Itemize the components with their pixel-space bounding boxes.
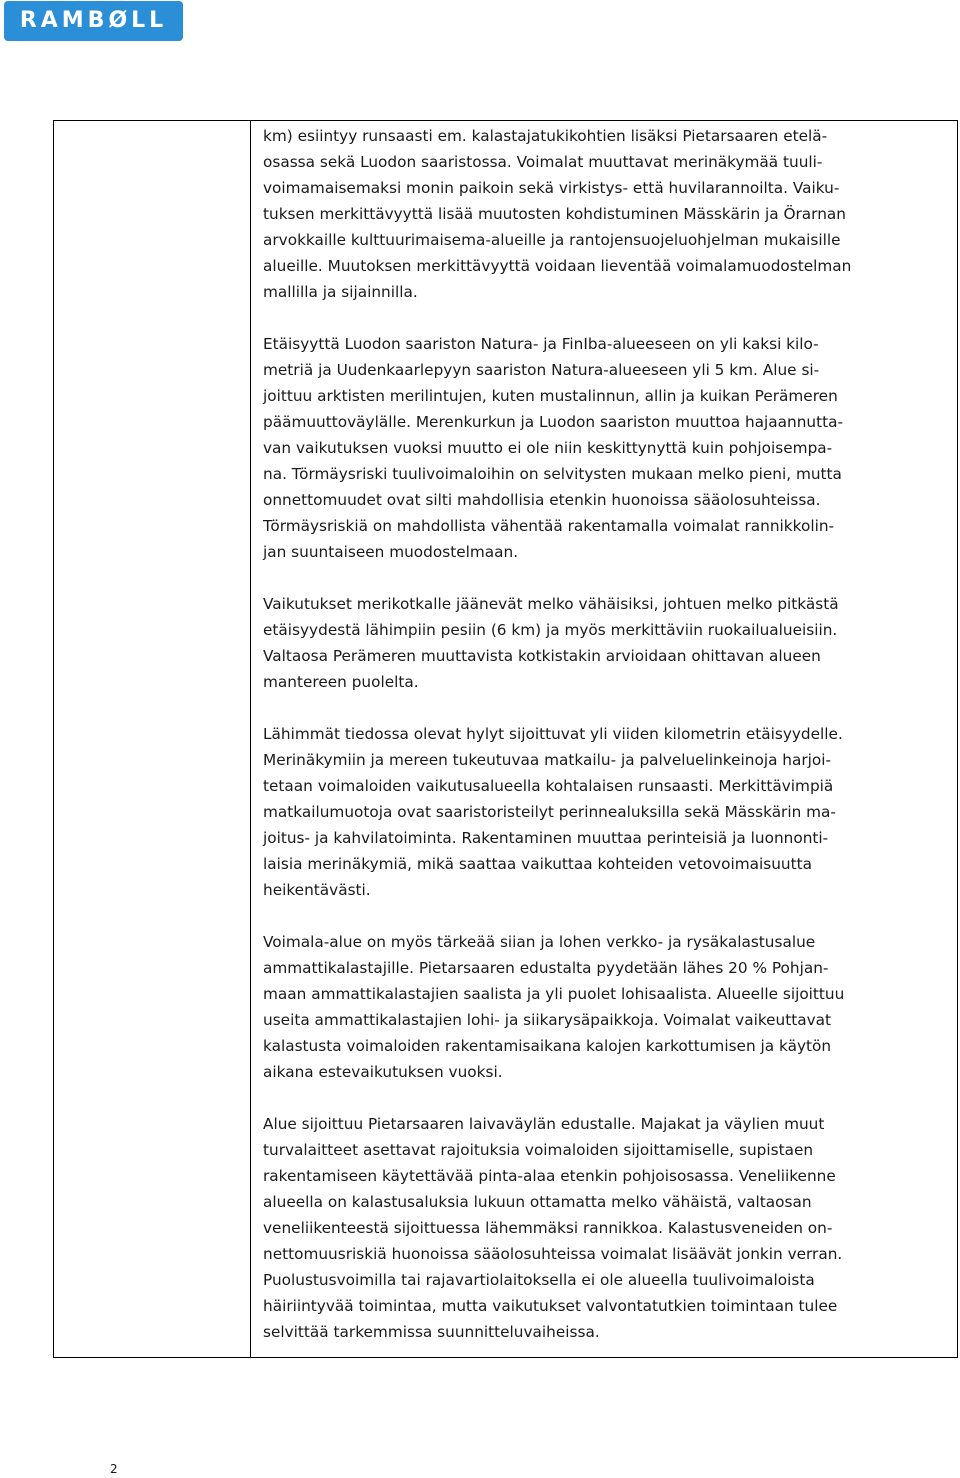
paragraph xyxy=(263,591,953,695)
text-line: arvokkaille kulttuurimaisema-alueille ja rantojensuojeluohjelman mukaisille xyxy=(263,231,841,249)
text-line: mantereen puolelta. xyxy=(263,673,419,691)
text-line: selvittää tarkemmissa suunnitteluvaiheissa. xyxy=(263,1323,600,1341)
paragraph xyxy=(263,1111,953,1345)
text-line: matkailumuotoja ovat saaristoristeilyt perinnealuksilla sekä Mässkärin ma- xyxy=(263,803,836,821)
text-line: laisia merinäkymiä, mikä saattaa vaikuttaa kohteiden vetovoimaisuutta xyxy=(263,855,812,873)
text-line: onnettomuudet ovat silti mahdollisia etenkin huonoissa sääolosuhteissa. xyxy=(263,491,821,509)
text-line: mallilla ja sijainnilla. xyxy=(263,283,418,301)
text-line: Vaikutukset merikotkalle jäänevät melko vähäisiksi, johtuen melko pitkästä xyxy=(263,595,839,613)
paragraph xyxy=(263,721,953,903)
text-line: tetaan voimaloiden vaikutusalueella kohtalaisen runsaasti. Merkittävimpiä xyxy=(263,777,834,795)
text-line: km) esiintyy runsaasti em. kalastajatukikohtien lisäksi Pietarsaaren etelä- xyxy=(263,127,828,145)
text-line: päämuuttoväylälle. Merenkurkun ja Luodon saariston muuttoa hajaannutta- xyxy=(263,413,844,431)
text-line: metriä ja Uudenkaarlepyyn saariston Natura-alueeseen yli 5 km. Alue si- xyxy=(263,361,820,379)
paragraph xyxy=(263,331,953,565)
text-line: Merinäkymiin ja mereen tukeutuvaa matkailu- ja palveluelinkeinoja harjoi- xyxy=(263,751,832,769)
text-line: alueille. Muutoksen merkittävyyttä voidaan lieventää voimalamuodostelman xyxy=(263,257,852,275)
text-line: Valtaosa Perämeren muuttavista kotkistakin arvioidaan ohittavan alueen xyxy=(263,647,821,665)
text-line: na. Törmäysriski tuulivoimaloihin on selvitysten mukaan melko pieni, mutta xyxy=(263,465,842,483)
text-line: etäisyydestä lähimpiin pesiin (6 km) ja myös merkittäviin ruokailualueisiin. xyxy=(263,621,838,639)
text-line: Etäisyyttä Luodon saariston Natura- ja FinIba-alueeseen on yli kaksi kilo- xyxy=(263,335,819,353)
body-text xyxy=(263,123,953,1371)
paragraph xyxy=(263,123,953,305)
text-line: Törmäysriskiä on mahdollista vähentää rakentamalla voimalat rannikkolin- xyxy=(263,517,835,535)
text-line: häiriintyvää toimintaa, mutta vaikutukset valvontatutkien toimintaan tulee xyxy=(263,1297,838,1315)
ramboll-logo: RAMBØLL xyxy=(4,1,183,41)
page-number: 2 xyxy=(110,1462,118,1476)
text-line: maan ammattikalastajien saalista ja yli puolet lohisaalista. Alueelle sijoittuu xyxy=(263,985,845,1003)
text-line: rakentamiseen käytettävää pinta-alaa etenkin pohjoisosassa. Veneliikenne xyxy=(263,1167,836,1185)
text-line: tuksen merkittävyyttä lisää muutosten kohdistuminen Mässkärin ja Örarnan xyxy=(263,205,846,223)
text-line: kalastusta voimaloiden rakentamisaikana kalojen karkottumisen ja käytön xyxy=(263,1037,832,1055)
text-line: voimamaisemaksi monin paikoin sekä virkistys- että huvilarannoilta. Vaiku- xyxy=(263,179,840,197)
paragraph xyxy=(263,929,953,1085)
text-line: alueella on kalastusaluksia lukuun ottamatta melko vähäistä, valtaosan xyxy=(263,1193,812,1211)
text-line: nettomuusriskiä huonoissa sääolosuhteissa voimalat lisäävät jonkin verran. xyxy=(263,1245,843,1263)
text-line: joitus- ja kahvilatoiminta. Rakentaminen muuttaa perinteisiä ja luonnonti- xyxy=(263,829,829,847)
text-line: joittuu arktisten merilintujen, kuten mustalinnun, allin ja kuikan Perämeren xyxy=(263,387,838,405)
text-line: jan suuntaiseen muodostelmaan. xyxy=(263,543,519,561)
text-line: osassa sekä Luodon saaristossa. Voimalat muuttavat merinäkymää tuuli- xyxy=(263,153,823,171)
text-line: veneliikenteestä sijoittuessa lähemmäksi rannikkoa. Kalastusveneiden on- xyxy=(263,1219,833,1237)
text-line: aikana estevaikutuksen vuoksi. xyxy=(263,1063,503,1081)
text-line: van vaikutuksen vuoksi muutto ei ole niin keskittynyttä kuin pohjoisempa- xyxy=(263,439,833,457)
text-line: useita ammattikalastajien lohi- ja siikarysäpaikkoja. Voimalat vaikeuttavat xyxy=(263,1011,832,1029)
text-line: Voimala-alue on myös tärkeää siian ja lohen verkko- ja rysäkalastusalue xyxy=(263,933,816,951)
text-line: heikentävästi. xyxy=(263,881,371,899)
table-column-divider xyxy=(250,120,251,1358)
text-line: turvalaitteet asettavat rajoituksia voimaloiden sijoittamiselle, supistaen xyxy=(263,1141,814,1159)
text-line: Lähimmät tiedossa olevat hylyt sijoittuvat yli viiden kilometrin etäisyydelle. xyxy=(263,725,843,743)
text-line: Alue sijoittuu Pietarsaaren laivaväylän edustalle. Majakat ja väylien muut xyxy=(263,1115,825,1133)
text-line: Puolustusvoimilla tai rajavartiolaitoksella ei ole alueella tuulivoimaloista xyxy=(263,1271,815,1289)
text-line: ammattikalastajille. Pietarsaaren edustalta pyydetään lähes 20 % Pohjan- xyxy=(263,959,829,977)
